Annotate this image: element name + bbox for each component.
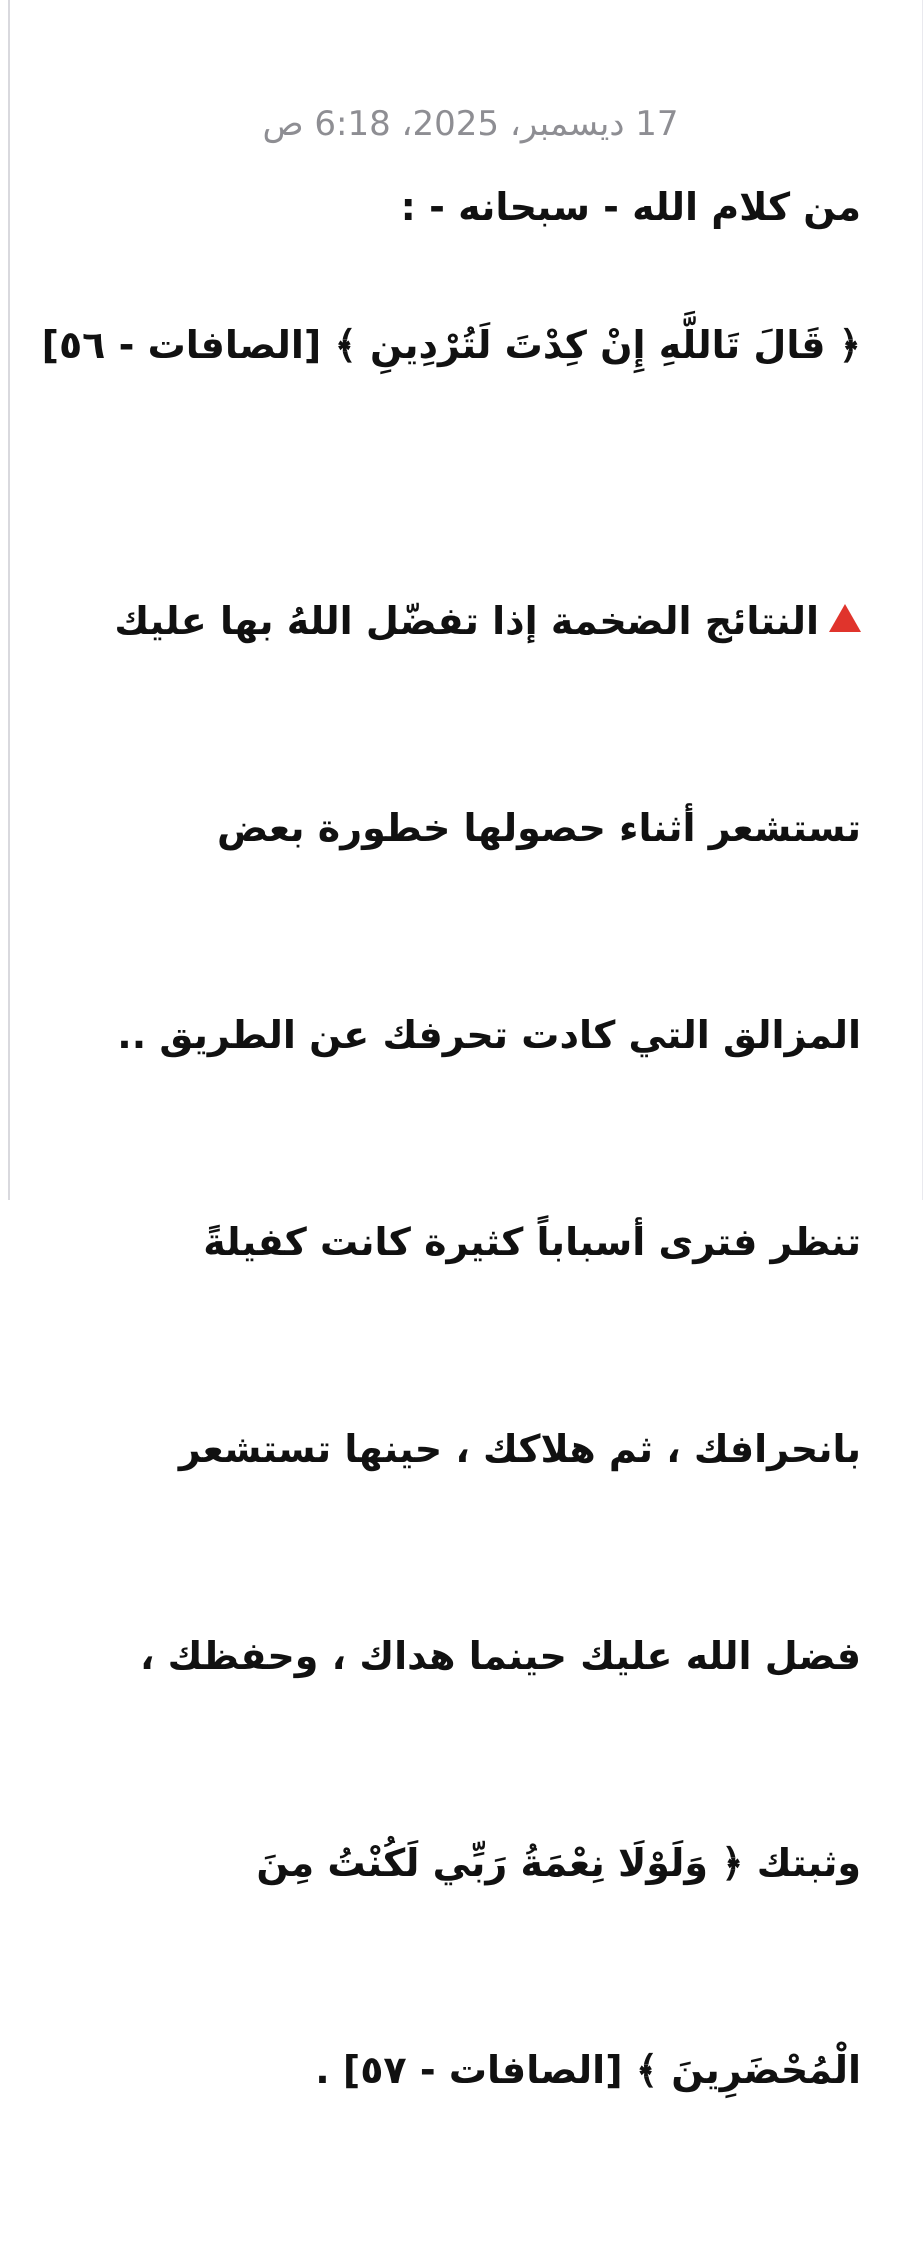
body-line: بانحرافك ، ثم هلاكك ، حينها تستشعر [178,1427,861,1471]
body-line: المزالق التي كادت تحرفك عن الطريق .. [117,1013,861,1057]
blank-line [40,380,861,449]
blank-line [40,242,861,311]
note-content[interactable] [40,95,861,2243]
body-line: فضل الله عليك حينما هداك ، وحفظك ، [140,1634,861,1678]
window-edge-left [8,0,10,1200]
red-triangle-icon [829,604,861,632]
verse-quote: ﴿ قَالَ تَاللَّهِ إِنْ كِدْتَ لَتُرْدِينِ ﴾ [الصافات - ٥٦] [41,323,861,367]
note-heading: من كلام الله - سبحانه - : [400,185,861,229]
body-line: الْمُحْضَرِينَ ﴾ [الصافات - ٥٧] . [315,2048,861,2092]
body-line: النتائج الضخمة إذا تفضّل اللهُ بها عليك [40,587,861,656]
note-body [40,449,861,2243]
note-timestamp: 17 ديسمبر، 2025، 6:18 ص [262,104,679,144]
body-line: وثبتك ﴿ وَلَوْلَا نِعْمَةُ رَبِّي لَكُنْتُ مِنَ [256,1841,861,1885]
body-line: تستشعر أثناء حصولها خطورة بعض [217,806,861,850]
body-line: تنظر فترى أسباباً كثيرة كانت كفيلةً [203,1220,861,1264]
